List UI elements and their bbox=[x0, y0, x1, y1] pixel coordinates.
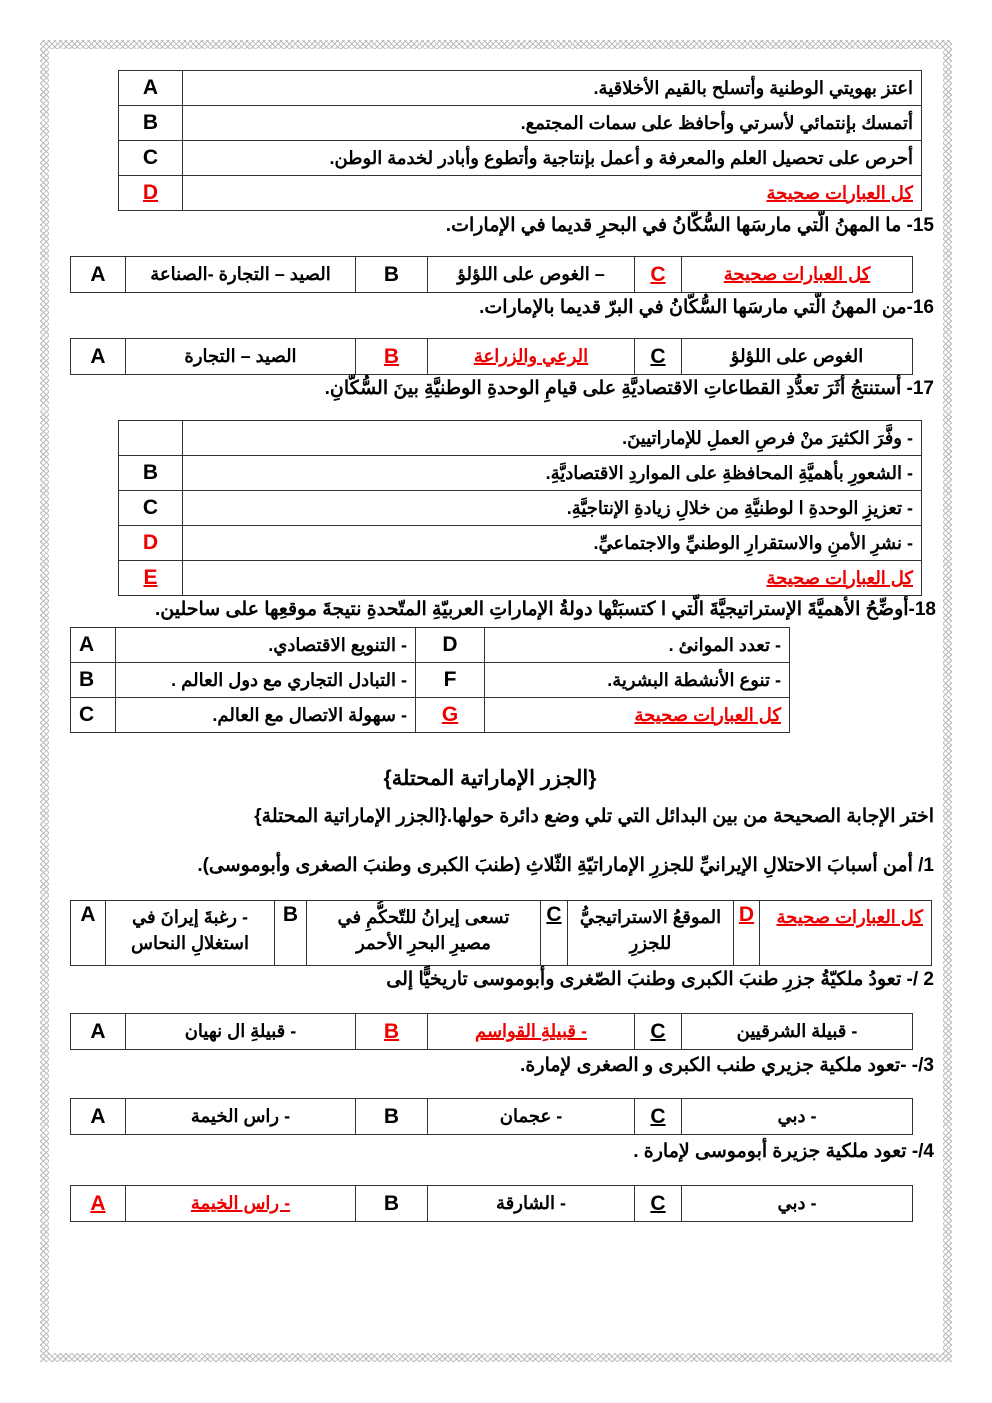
option-letter: D bbox=[734, 901, 760, 966]
question-17: 17- أستنتجُ أثَرَ تعدُّدِ القطاعاتِ الاقتصاديَّةِ على قيامِ الوحدةِ الوطنيَّةِ بينَ السُّكّانِ. bbox=[324, 378, 934, 399]
option-text: كل العبارات صحيحة bbox=[183, 176, 922, 211]
option-row bbox=[119, 141, 922, 176]
option-row bbox=[71, 257, 913, 293]
question-16: 16-من المهنُ الّتي مارسَها السُّكّانُ في البرّ قديما بالإمارات. bbox=[479, 297, 934, 318]
option-text: اعتز بهويتي الوطنية وأتسلح بالقيم الأخلاقية. bbox=[183, 71, 922, 106]
option-text: - راس الخيمة bbox=[126, 1099, 356, 1135]
option-row bbox=[71, 628, 790, 663]
option-row bbox=[71, 1014, 913, 1050]
option-text: - تعزيزِ الوحدةِ ا لوطنيَّةِ من خلالِ زيادةِ الإنتاجيَّةِ. bbox=[183, 491, 922, 526]
option-letter: E bbox=[119, 561, 183, 596]
option-text: - وفَّرَ الكثيرَ منْ فرصِ العملِ للإماراتيينَ. bbox=[183, 421, 922, 456]
option-text: - قبيلةِ ال نهيان bbox=[126, 1014, 356, 1050]
section-instruction: اختر الإجابة الصحيحة من بين البدائل التي تلي وضع دائرة حولها.{الجزر الإماراتية المحتلة} bbox=[254, 806, 934, 827]
option-text: - راس الخيمة bbox=[126, 1186, 356, 1222]
option-row bbox=[71, 901, 932, 966]
question-18: 18-أوضِّحُ الأهميَّةَ الإستراتيجيَّةَ الّتي ا كتسبَتْها دولةُ الإماراتِ العربيّةِ المتّحدةِ نتيجةَ موقعِها على ساحلين. bbox=[155, 599, 936, 620]
option-text: - الشارقة bbox=[428, 1186, 635, 1222]
option-text: الغوص على اللؤلؤ bbox=[682, 339, 913, 375]
option-text: - نشرِ الأمنِ والاستقرارِ الوطنيِّ والاجتماعيِّ. bbox=[183, 526, 922, 561]
option-text: الموقعُ الاستراتيجيُّ للجزرِ bbox=[568, 901, 734, 966]
q14-options-table bbox=[118, 70, 922, 211]
option-letter: C bbox=[635, 257, 682, 293]
q16-options-table bbox=[70, 338, 913, 375]
option-text: الصيد – التجارة -الصناعة bbox=[126, 257, 356, 293]
section-question-2: 2 /- تعودُ ملكيّةُ جزرِ طنبَ الكبرى وطنبَ الصّغرى وأبوموسى تاريخيًّا إلى bbox=[386, 969, 934, 990]
option-letter: F bbox=[416, 663, 485, 698]
option-text: كل العبارات صحيحة bbox=[485, 698, 790, 733]
option-letter: A bbox=[71, 1099, 126, 1135]
option-text: - تعدد الموانئ . bbox=[485, 628, 790, 663]
option-text: - التبادل التجاري مع دول العالم . bbox=[116, 663, 416, 698]
option-text: - تنوع الأنشطة البشرية. bbox=[485, 663, 790, 698]
option-letter: C bbox=[71, 698, 116, 733]
option-letter: B bbox=[275, 901, 307, 966]
option-letter: D bbox=[119, 176, 183, 211]
q15-options-table bbox=[70, 256, 913, 293]
option-text: الصيد – التجارة bbox=[126, 339, 356, 375]
option-row bbox=[71, 1186, 913, 1222]
section-q1-options-table bbox=[70, 900, 932, 966]
option-text: - دبي bbox=[682, 1099, 913, 1135]
section-q3-options-table bbox=[70, 1098, 913, 1135]
option-letter: D bbox=[119, 526, 183, 561]
option-letter: A bbox=[71, 901, 106, 966]
option-row bbox=[119, 106, 922, 141]
option-letter: C bbox=[635, 1014, 682, 1050]
option-text: كل العبارات صحيحة bbox=[682, 257, 913, 293]
option-letter: A bbox=[71, 257, 126, 293]
option-text: أتمسك بإنتمائي لأسرتي وأحافظ على سمات المجتمع. bbox=[183, 106, 922, 141]
option-row bbox=[119, 176, 922, 211]
q17-options-table bbox=[118, 420, 922, 596]
option-letter: B bbox=[356, 1099, 428, 1135]
option-text: - التنويع الاقتصادي. bbox=[116, 628, 416, 663]
section-title: {الجزر الإماراتية المحتلة} bbox=[383, 767, 597, 790]
option-text: - عجمان bbox=[428, 1099, 635, 1135]
section-question-1: 1/ أمن أسبابَ الاحتلالِ الإيرانيِّ للجزرِ الإماراتيّةِ الثّلاثِ (طنبَ الكبرى وطنبَ الصغرى وأبوموسى). bbox=[197, 855, 934, 876]
option-letter: A bbox=[119, 71, 183, 106]
option-letter: D bbox=[416, 628, 485, 663]
option-letter: C bbox=[635, 1099, 682, 1135]
option-letter: B bbox=[119, 106, 183, 141]
option-letter: A bbox=[71, 1014, 126, 1050]
option-text: - سهولة الاتصال مع العالم. bbox=[116, 698, 416, 733]
section-q4-options-table bbox=[70, 1185, 913, 1222]
option-letter: B bbox=[356, 339, 428, 375]
option-letter bbox=[119, 421, 183, 456]
option-text: كل العبارات صحيحة bbox=[183, 561, 922, 596]
option-row bbox=[119, 491, 922, 526]
option-text: كل العبارات صحيحة bbox=[760, 901, 932, 966]
option-letter: B bbox=[71, 663, 116, 698]
section-q2-options-table bbox=[70, 1013, 913, 1050]
option-text: أحرص على تحصيل العلم والمعرفة و أعمل بإنتاجية وأتطوع وأبادر لخدمة الوطن. bbox=[183, 141, 922, 176]
option-row bbox=[71, 339, 913, 375]
option-row bbox=[119, 526, 922, 561]
option-text: تسعى إيرانُ للتّحكُّمِ في مصيرِ البحرِ الأحمر bbox=[307, 901, 541, 966]
option-text: – الغوص على اللؤلؤ bbox=[428, 257, 635, 293]
section-question-4: 4/- تعود ملكية جزيرة أبوموسى لإمارة . bbox=[633, 1141, 934, 1162]
section-question-3: 3/- -تعود ملكية جزيري طنب الكبرى و الصغرى لإمارة. bbox=[520, 1055, 934, 1076]
option-letter: B bbox=[356, 1014, 428, 1050]
option-row bbox=[71, 698, 790, 733]
option-letter: A bbox=[71, 339, 126, 375]
option-letter: C bbox=[635, 1186, 682, 1222]
question-15: 15- ما المهنُ الّتي مارسَها السُّكّانُ في البحرِ قديما في الإمارات. bbox=[445, 215, 934, 236]
q18-options-table bbox=[70, 627, 790, 733]
option-letter: G bbox=[416, 698, 485, 733]
option-text: - قبيلةِ القواسم bbox=[428, 1014, 635, 1050]
option-letter: C bbox=[119, 141, 183, 176]
option-text: - قبيلة الشرقيين bbox=[682, 1014, 913, 1050]
option-letter: C bbox=[635, 339, 682, 375]
option-text: - رغبةَ إيرانَ في استغلالِ النحاس bbox=[106, 901, 275, 966]
option-row bbox=[119, 561, 922, 596]
option-letter: A bbox=[71, 628, 116, 663]
option-row bbox=[71, 663, 790, 698]
option-text: الرعي والزراعة bbox=[428, 339, 635, 375]
option-row bbox=[119, 71, 922, 106]
option-text: - الشعورِ بأهميَّةِ المحافظةِ على المواردِ الاقتصاديَّةِ. bbox=[183, 456, 922, 491]
option-letter: A bbox=[71, 1186, 126, 1222]
option-letter: B bbox=[356, 257, 428, 293]
option-row bbox=[71, 1099, 913, 1135]
option-text: - دبي bbox=[682, 1186, 913, 1222]
option-letter: B bbox=[119, 456, 183, 491]
option-letter: C bbox=[119, 491, 183, 526]
option-row bbox=[119, 421, 922, 456]
option-letter: C bbox=[541, 901, 568, 966]
option-letter: B bbox=[356, 1186, 428, 1222]
option-row bbox=[119, 456, 922, 491]
